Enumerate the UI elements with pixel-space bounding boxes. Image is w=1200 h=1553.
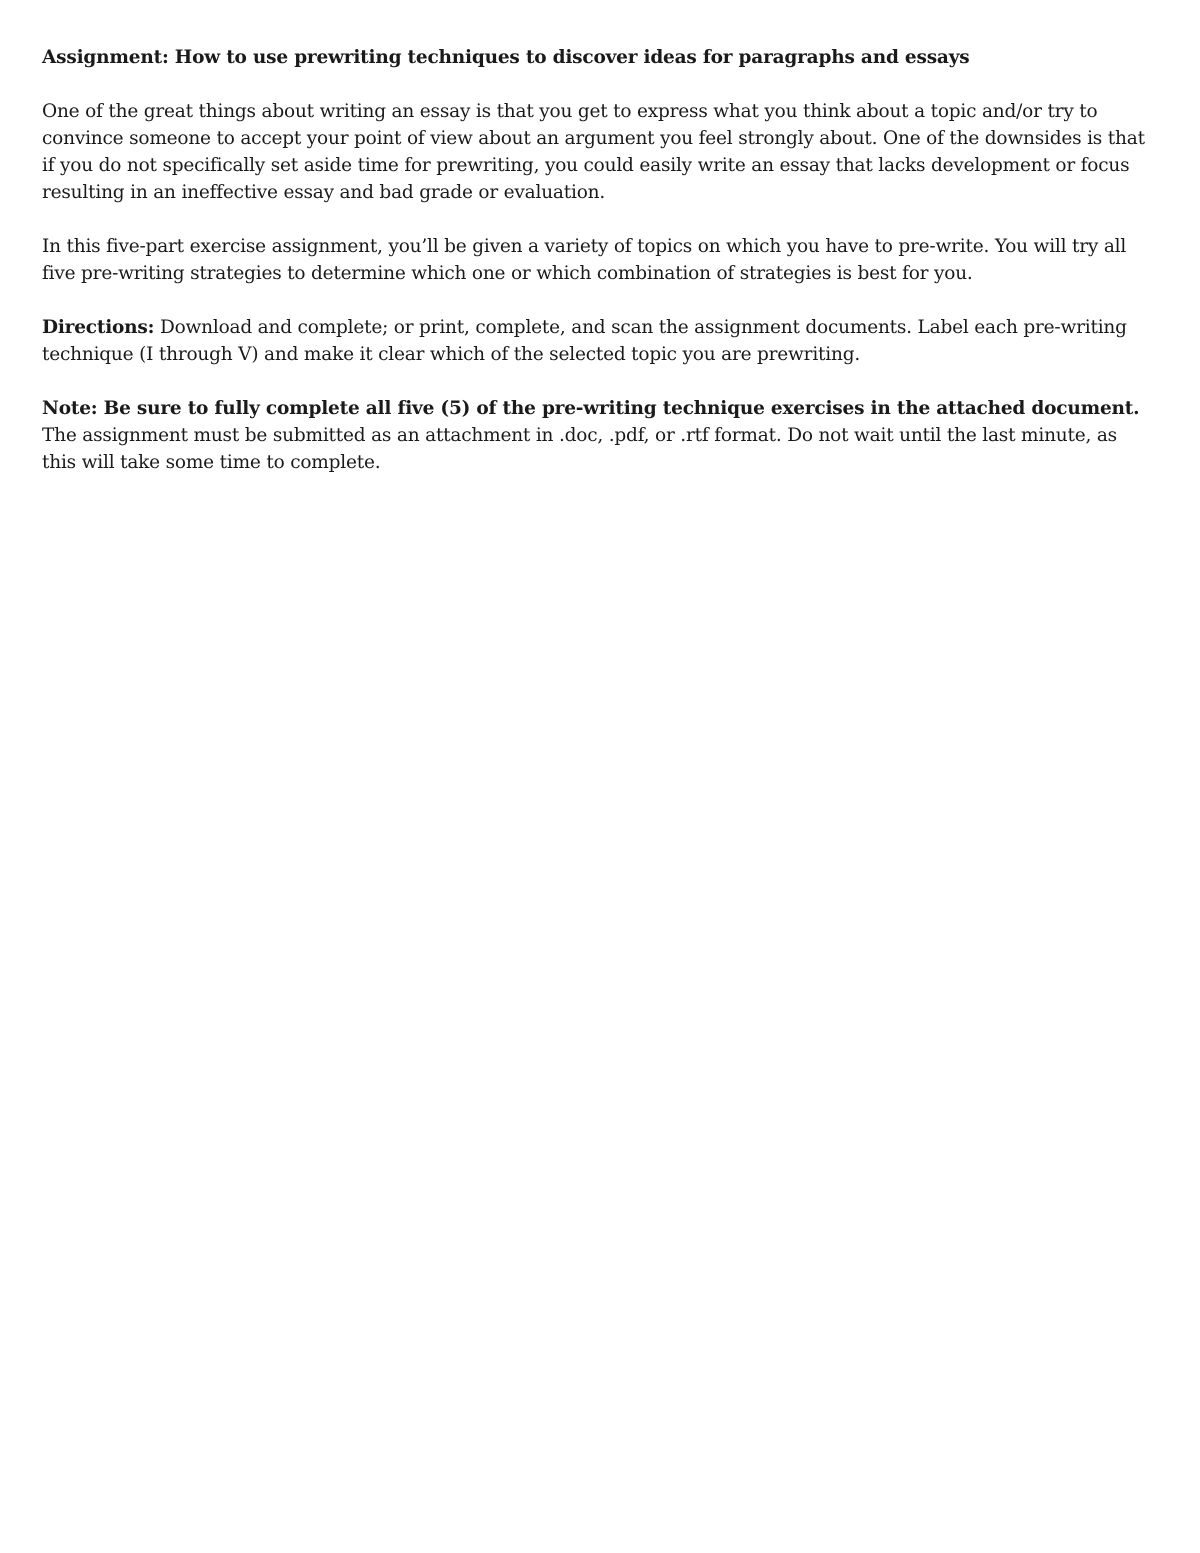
note-text: The assignment must be submitted as an attachment in .doc, .pdf, or .rtf format. Do not wait until the last minute, as this will take some time to complete. (42, 425, 1117, 473)
assignment-overview-paragraph: In this five-part exercise assignment, you’ll be given a variety of topics on which you have to pre-write. You will try all five pre-writing strategies to determine which one or which combination of strategies is best for you. (42, 236, 1127, 284)
document-title: Assignment: How to use prewriting techniques to discover ideas for paragraphs and essays (42, 47, 970, 68)
directions-text: Download and complete; or print, complete, and scan the assignment documents. Label each pre-writing technique (I through V) and make it clear which of the selected topic you are prewriting. (42, 317, 1127, 365)
directions-label: Directions: (42, 317, 155, 338)
note-paragraph (42, 395, 1150, 476)
intro-paragraph: One of the great things about writing an essay is that you get to express what you think about a topic and/or try to convince someone to accept your point of view about an argument you feel strongly about. One of the downsides is that if you do not specifically set aside time for prewriting, you could easily write an essay that lacks development or focus resulting in an ineffective essay and bad grade or evaluation. (42, 101, 1145, 203)
document-page (42, 44, 1150, 503)
note-bold-text: Note: Be sure to fully complete all five (5) of the pre-writing technique exercises in the attached document. (42, 398, 1140, 419)
directions-paragraph (42, 314, 1150, 368)
